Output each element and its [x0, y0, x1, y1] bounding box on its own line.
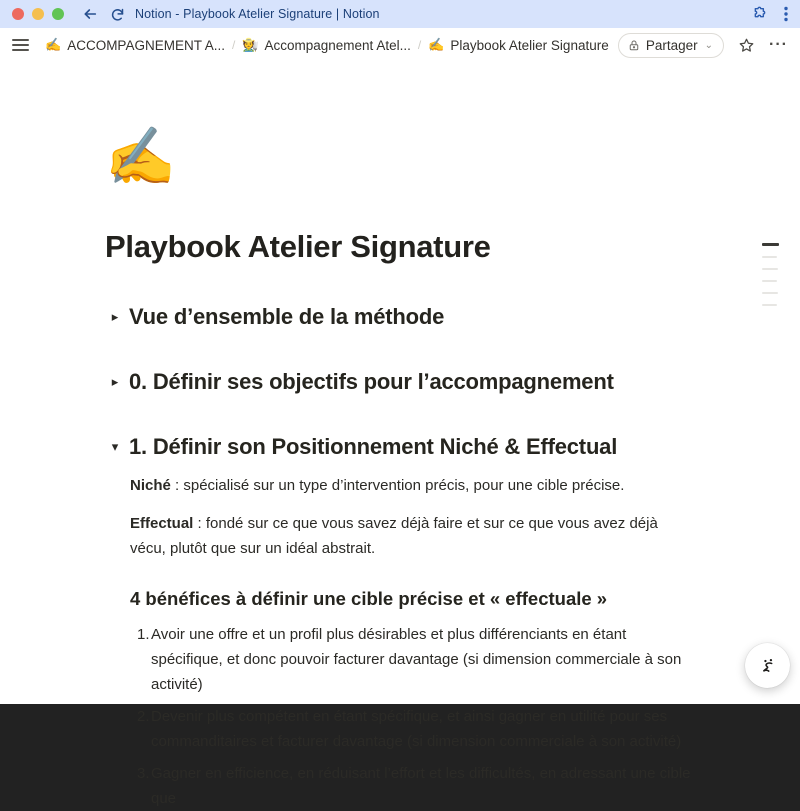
window-controls	[12, 8, 64, 20]
page-title: Playbook Atelier Signature	[105, 228, 491, 264]
outline-item[interactable]	[762, 243, 779, 246]
toggle-collapsed-triangle-icon[interactable]: ▸	[111, 308, 119, 324]
toggle-section-body	[105, 473, 695, 561]
page-menu-ellipsis-icon[interactable]: ···	[769, 36, 788, 53]
farmer-emoji-icon: 🧑‍🌾	[242, 37, 259, 52]
close-window-button[interactable]	[12, 8, 24, 20]
toggle-heading-positioning[interactable]	[105, 434, 695, 460]
favorite-star-icon[interactable]	[738, 37, 755, 54]
notion-header	[0, 28, 800, 62]
browser-menu-kebab-icon[interactable]	[784, 6, 788, 22]
paragraph-niche: Niché : spécialisé sur un type d’intervention précis, pour une cible précise.	[130, 476, 625, 494]
toggle-collapsed-triangle-icon[interactable]: ▸	[111, 373, 119, 389]
breadcrumb-separator: /	[231, 38, 236, 52]
lock-icon	[628, 39, 640, 52]
toggle-heading-label: 1. Définir son Positionnement Niché & Effectual	[129, 433, 618, 459]
writing-hand-emoji-icon: ✍️	[45, 37, 62, 52]
breadcrumb-label: ACCOMPAGNEMENT A...	[67, 37, 225, 53]
chevron-down-icon: ⌄	[704, 39, 714, 51]
paragraph-effectual: Effectual : fondé sur ce que vous savez déjà faire et sur ce que vous avez déjà vécu, plutôt que sur un idéal abstrait.	[130, 514, 658, 557]
benefits-subheading: 4 bénéfices à définir une cible précise et « effectuale »	[130, 587, 608, 609]
page-content	[0, 126, 800, 811]
notion-ai-face-icon	[757, 655, 779, 677]
outline-item[interactable]	[762, 280, 777, 283]
toggle-heading-objectives[interactable]	[105, 369, 695, 395]
breadcrumb-item-workspace[interactable]	[45, 37, 225, 53]
list-item: 1. Avoir une offre et un profil plus désirables et plus différenciants en étant spécifique, et donc pouvoir facturer davantage (si dimension commerciale à son activité)	[137, 625, 682, 693]
extensions-puzzle-icon[interactable]	[752, 6, 768, 22]
breadcrumb-label: Playbook Atelier Signature	[450, 37, 609, 53]
list-item: 2. Devenir plus compétent en étant spécifique, et ainsi gagner en utilité pour ses commanditaires et facturer davantage (si dimension commerciale à son activité)	[137, 707, 682, 750]
tab-title: Notion - Playbook Atelier Signature | Notion	[135, 7, 380, 21]
zoom-window-button[interactable]	[52, 8, 64, 20]
breadcrumb-item-current[interactable]	[428, 37, 609, 53]
reload-icon[interactable]	[110, 7, 125, 22]
sidebar-toggle-hamburger-icon[interactable]	[12, 39, 29, 51]
outline-item[interactable]	[762, 304, 777, 307]
breadcrumb-separator: /	[417, 38, 422, 52]
page-outline-indicator[interactable]	[762, 243, 779, 316]
browser-titlebar	[0, 0, 800, 28]
outline-item[interactable]	[762, 268, 778, 271]
outline-item[interactable]	[762, 292, 778, 295]
back-icon[interactable]	[82, 6, 98, 22]
share-button-label: Partager	[645, 37, 698, 53]
toggle-expanded-triangle-icon[interactable]: ▾	[111, 438, 119, 454]
share-button[interactable]	[618, 33, 724, 58]
list-item: 3. Gagner en efficience, en réduisant l’effort et les difficultés, en adressant une cible que	[137, 764, 691, 807]
toggle-heading-overview[interactable]	[105, 304, 695, 330]
minimize-window-button[interactable]	[32, 8, 44, 20]
numbered-list	[105, 622, 695, 811]
breadcrumb-label: Accompagnement Atel...	[264, 37, 411, 53]
breadcrumb	[45, 37, 609, 53]
notion-ai-button[interactable]	[745, 643, 790, 688]
breadcrumb-item-parent[interactable]	[242, 37, 411, 53]
writing-hand-emoji-icon: ✍️	[428, 37, 445, 52]
outline-item[interactable]	[762, 256, 777, 259]
page-icon-emoji[interactable]: ✍️	[105, 125, 176, 189]
toggle-heading-label: Vue d’ensemble de la méthode	[129, 303, 445, 329]
toggle-heading-label: 0. Définir ses objectifs pour l’accompagnement	[129, 368, 614, 394]
